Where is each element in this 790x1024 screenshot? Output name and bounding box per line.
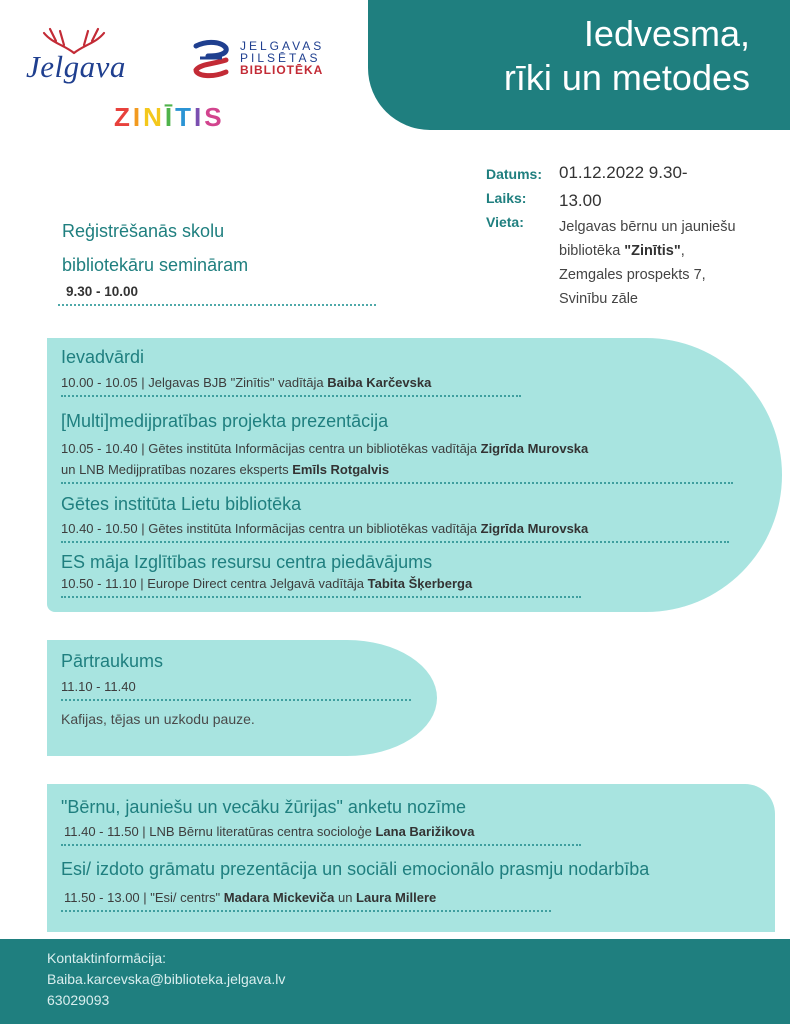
program-item <box>61 493 729 543</box>
program-item-detail: 10.40 - 10.50 | Gētes institūta Informācijas centra un bibliotēkas vadītāja Zigrīda Murovska <box>61 521 589 536</box>
dotted-divider <box>58 304 376 306</box>
program-item-detail: 11.50 - 13.00 | "Esi/ centrs" Madara Mickeviča un Laura Millere <box>64 890 437 905</box>
dotted-divider <box>61 844 581 846</box>
library-logo-line3: BIBLIOTĒKA <box>240 63 324 77</box>
program-item-title: Ievadvārdi <box>61 347 145 367</box>
footer <box>0 939 790 1024</box>
library-logo <box>188 38 348 80</box>
break-time: 11.10 - 11.40 <box>61 679 136 694</box>
dotted-divider <box>61 699 411 701</box>
contact-phone[interactable]: 63029093 <box>47 992 110 1008</box>
header-banner <box>368 0 790 130</box>
dotted-divider <box>61 395 521 397</box>
date-label: Datums: <box>486 166 543 182</box>
dotted-divider <box>61 482 733 484</box>
jelgava-city-logo <box>22 25 157 95</box>
time-label: Laiks: <box>486 190 527 206</box>
break-note: Kafijas, tējas un uzkodu pauze. <box>61 711 255 727</box>
program-item-title: Gētes institūta Lietu bibliotēka <box>61 494 302 514</box>
library-logo-line1: JELGAVAS <box>240 39 325 53</box>
place-label: Vieta: <box>486 214 524 230</box>
program-item-detail: 10.50 - 11.10 | Europe Direct centra Jelgavā vadītāja Tabita Šķerberga <box>61 576 473 591</box>
program-item-detail: 11.40 - 11.50 | LNB Bērnu literatūras centra socioloģe Lana Barižikova <box>64 824 475 839</box>
dotted-divider <box>61 910 551 912</box>
library-logo-line2: PILSĒTAS <box>240 51 321 65</box>
contact-info <box>47 948 285 1011</box>
program-item-title: [Multi]medijpratības projekta prezentācija <box>61 411 389 431</box>
program-item-title: ES māja Izglītības resursu centra piedāvājums <box>61 552 433 572</box>
program-item-title: Esi/ izdoto grāmatu prezentācija un sociāli emocionālo prasmju nodarbība <box>61 859 650 879</box>
registration-heading: Reģistrēšanās skolu bibliotekāru semināram <box>62 221 249 275</box>
program-item-detail: 10.05 - 10.40 | Gētes institūta Informācijas centra un bibliotēkas vadītāja Zigrīda Murovska un LNB Medijpratības nozares eksperts Emīls Rotgalvis <box>61 441 589 477</box>
break-section <box>61 650 411 730</box>
event-info-labels <box>486 162 542 234</box>
program-item <box>61 796 581 846</box>
contact-email[interactable]: Baiba.karcevska@biblioteka.jelgava.lv <box>47 971 286 987</box>
program-item-detail: 10.00 - 10.05 | Jelgavas BJB "Zinītis" vadītāja Baiba Karčevska <box>61 375 432 390</box>
contact-label: Kontaktinformācija: <box>47 950 167 966</box>
program-item <box>61 858 649 912</box>
library-mark-icon <box>188 38 234 80</box>
event-date-time: 01.12.2022 9.30- 13.00 <box>559 163 688 210</box>
program-item <box>61 551 581 598</box>
program-item-title: "Bērnu, jauniešu un vecāku žūrijas" anketu nozīme <box>61 797 467 817</box>
dotted-divider <box>61 541 729 543</box>
jelgava-logo-text: Jelgava <box>26 49 126 84</box>
event-place: Jelgavas bērnu un jauniešu bibliotēka "Zinītis", Zemgales prospekts 7, Svinību zāle <box>559 219 736 307</box>
program-item <box>61 346 521 397</box>
zinitis-logo: ZINĪTIS <box>114 102 225 132</box>
dotted-divider <box>61 596 581 598</box>
page-title: Iedvesma, rīki un metodes <box>503 13 750 98</box>
program-item <box>61 410 733 484</box>
registration-time: 9.30 - 10.00 <box>66 284 139 299</box>
break-title: Pārtraukums <box>61 651 164 671</box>
